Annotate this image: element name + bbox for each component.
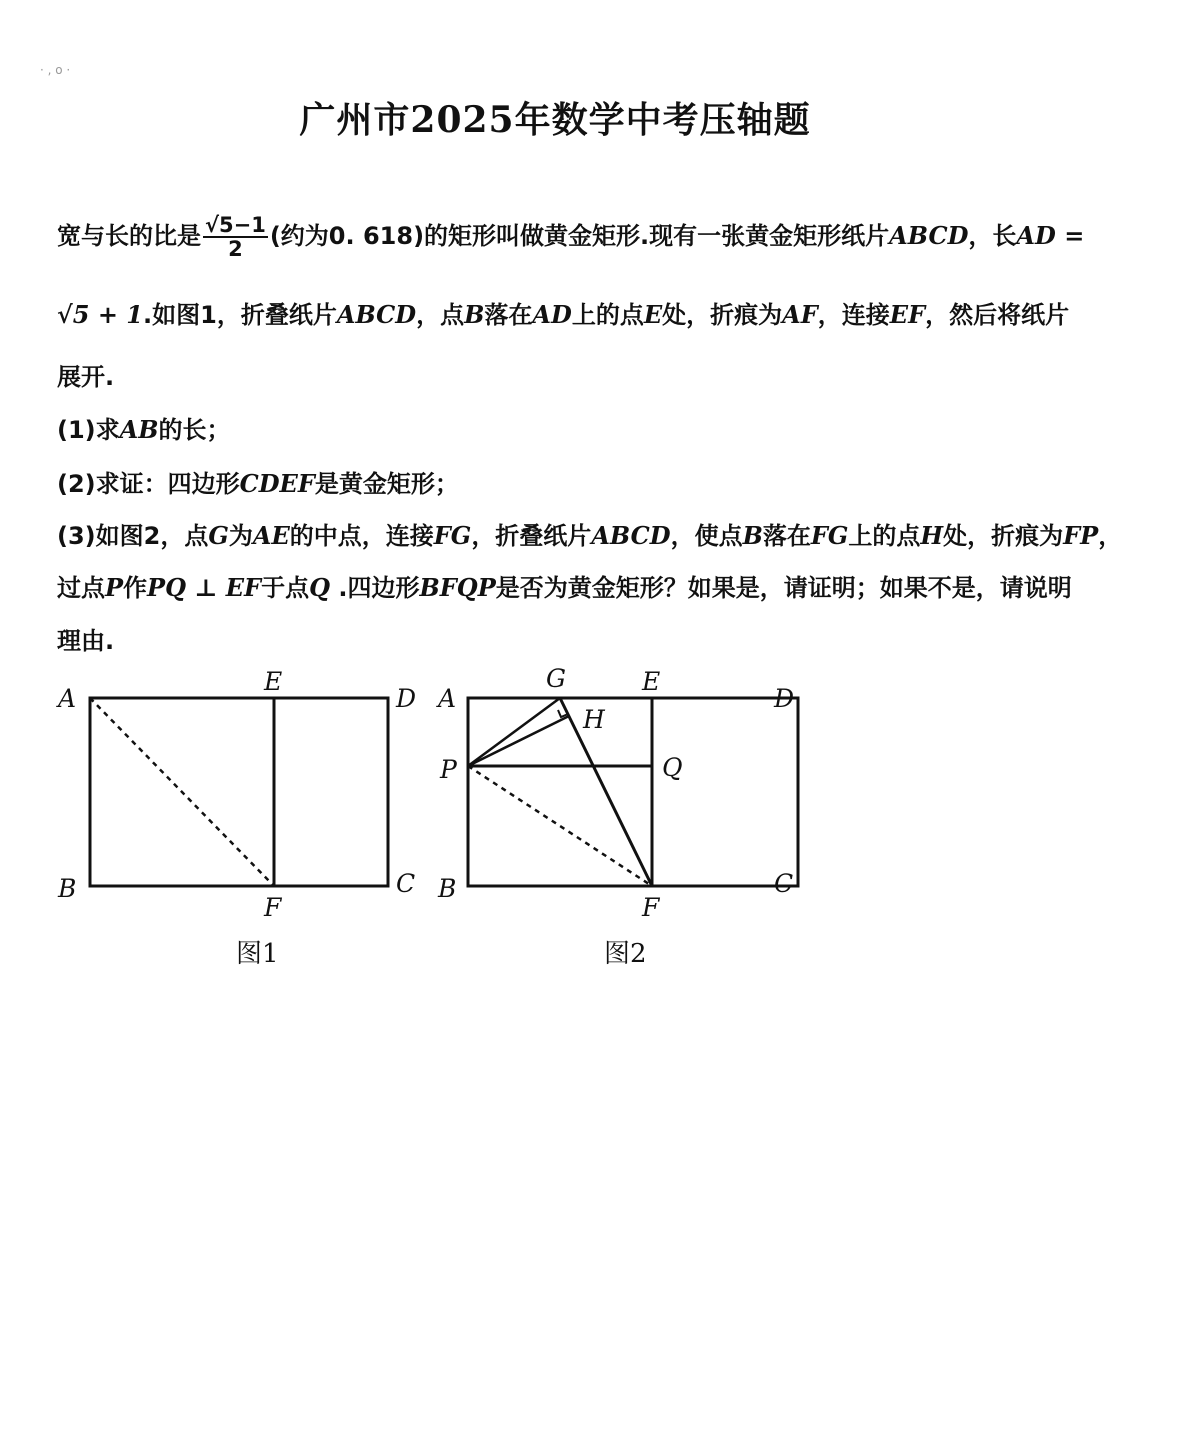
fraction xyxy=(203,214,268,260)
math: CDEF xyxy=(239,469,315,498)
label-F: F xyxy=(264,893,282,922)
math: B xyxy=(464,300,485,329)
text: ， xyxy=(1098,522,1123,550)
label-B: B xyxy=(58,874,77,903)
math: AB xyxy=(119,415,159,444)
math: Q xyxy=(309,573,330,602)
question-3-line-2 xyxy=(57,568,1167,603)
math: FP xyxy=(1063,521,1099,550)
text: 落在 xyxy=(484,301,533,329)
math: AD xyxy=(532,300,572,329)
text: .如图1，折叠纸片 xyxy=(143,301,337,329)
math: EF xyxy=(889,300,926,329)
math: AE xyxy=(252,521,290,550)
text: 于点 xyxy=(261,574,310,602)
text: 是否为黄金矩形？如果是，请证明；如果不是，请说明 xyxy=(495,574,1072,602)
problem-line-3: 展开. xyxy=(57,363,115,391)
math: ABCD xyxy=(889,221,969,251)
label-P: P xyxy=(440,755,457,784)
text: 过点 xyxy=(57,574,105,602)
page-edge-marks: · , o · xyxy=(40,63,71,77)
text: ，长 xyxy=(968,222,1017,251)
text: 作 xyxy=(123,574,148,602)
label-F: F xyxy=(642,893,660,922)
text: 处，折痕为 xyxy=(662,301,783,329)
text: 上的点 xyxy=(848,522,921,550)
label-A: A xyxy=(438,684,457,713)
math: √5 + 1 xyxy=(57,300,143,329)
label-B: B xyxy=(438,874,457,903)
label-E: E xyxy=(264,667,283,696)
text: 上的点 xyxy=(571,301,644,329)
numerator-text: √5−1 xyxy=(205,213,266,237)
math: AD = xyxy=(1016,221,1085,251)
figure-2 xyxy=(430,660,830,980)
problem-line-1 xyxy=(57,214,1167,260)
fold-line-af xyxy=(90,698,274,886)
text: ，点 xyxy=(416,301,465,329)
label-G: G xyxy=(546,664,566,693)
math: H xyxy=(920,521,944,550)
label-E: E xyxy=(642,667,661,696)
math: P xyxy=(105,573,124,602)
math: ABCD xyxy=(336,300,417,329)
question-2 xyxy=(57,464,1167,499)
math: FG xyxy=(433,521,472,550)
text: 落在 xyxy=(762,522,811,550)
math: E xyxy=(643,300,663,329)
label-C: C xyxy=(774,869,794,898)
label-A: A xyxy=(58,684,77,713)
math: ABCD xyxy=(591,521,671,550)
problem-line-2 xyxy=(57,295,1167,330)
segment-ph xyxy=(468,716,569,766)
segment-pg xyxy=(468,698,560,766)
text: ，然后将纸片 xyxy=(925,301,1070,329)
text: .四边形 xyxy=(330,574,420,602)
figure-2-caption: 图2 xyxy=(604,939,647,969)
fraction-denominator: 2 xyxy=(228,237,243,262)
question-3-line-3: 理由. xyxy=(57,627,115,655)
text: 宽与长的比是 xyxy=(57,222,201,251)
text: (3)如图2，点 xyxy=(57,522,209,550)
text: 的中点，连接 xyxy=(289,522,434,550)
math: B xyxy=(742,521,763,550)
figure-1 xyxy=(0,660,440,980)
label-D: D xyxy=(396,684,417,713)
label-D: D xyxy=(774,684,795,713)
text: ，折叠纸片 xyxy=(471,522,592,550)
label-C: C xyxy=(396,869,416,898)
figure-1-caption: 图1 xyxy=(236,939,279,969)
math: PQ ⊥ EF xyxy=(147,573,262,602)
math: AF xyxy=(782,300,818,329)
math: BFQP xyxy=(419,573,496,602)
fold-line-pf xyxy=(468,766,652,886)
text: (1)求 xyxy=(57,416,120,444)
text: (2)求证：四边形 xyxy=(57,470,240,498)
math: FG xyxy=(810,521,849,550)
text: 的长； xyxy=(158,416,231,444)
page-title: 广州市2025年数学中考压轴题 xyxy=(299,99,811,141)
question-3-line-1 xyxy=(57,516,1167,551)
label-Q: Q xyxy=(662,753,683,782)
fraction-numerator xyxy=(203,214,268,238)
question-1 xyxy=(57,410,1167,445)
text: ，使点 xyxy=(670,522,743,550)
rect-abcd xyxy=(468,698,798,886)
text: 是黄金矩形； xyxy=(314,470,459,498)
text: 处，折痕为 xyxy=(943,522,1064,550)
text: ，连接 xyxy=(817,301,890,329)
text: (约为0. 618)的矩形叫做黄金矩形.现有一张黄金矩形纸片 xyxy=(269,222,890,251)
text: 为 xyxy=(228,522,253,550)
math: G xyxy=(208,521,229,550)
segment-gf xyxy=(560,698,652,886)
rect-abcd xyxy=(90,698,388,886)
label-H: H xyxy=(583,705,605,734)
